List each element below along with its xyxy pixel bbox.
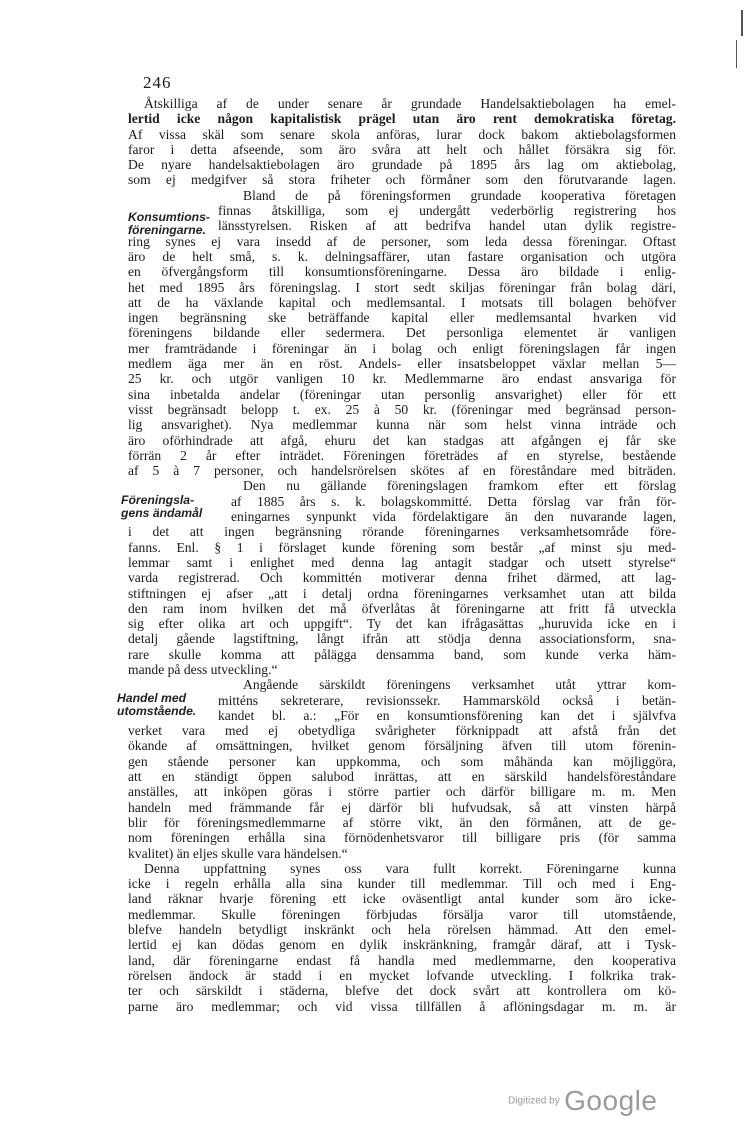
text-line: verket vara med ej obetydliga svårigheter förknippadt att afstå från det xyxy=(128,723,676,739)
watermark-prefix: Digitized by xyxy=(508,1095,560,1107)
text-line: parne äro medlemmar; och vid vissa tillfällen å aflöningsdagar m. m. är xyxy=(128,998,676,1014)
text-line: ökande af omsättningen, hvilket genom försäljning äfven till utom förenin- xyxy=(128,738,676,754)
text-line: blefve handeln betydligt inskränkt och hela rörelsen hämmad. Att den emel- xyxy=(128,922,676,938)
text-line: handeln med främmande får ej därför bli hufvudsak, så att vinsten härpå xyxy=(128,799,676,815)
text-line: Af vissa skäl som senare skola anföras, lurar dock bakom aktiebolagsformen xyxy=(128,126,676,142)
text-line: rörelsen ändock är stadd i en mycket lofvande utveckling. I folkrika trak- xyxy=(128,967,676,983)
scan-edge-mark xyxy=(736,40,737,68)
text-line: sina inbetalda andelar (föreningar utan personlig ansvarighet) eller för ett xyxy=(128,386,676,402)
text-line: Den nu gällande föreningslagen framkom efter ett förslag xyxy=(243,478,676,494)
text-line: Åtskilliga af de under senare år grundade Handelsaktiebolagen ha emel- xyxy=(144,96,676,111)
text-line: medlem äga mer än en röst. Andels- eller insatsbeloppet växlar mellan 5— xyxy=(128,356,676,372)
text-line: varda registrerad. Och kommittén motiverar denna frihet därmed, att lag- xyxy=(128,570,676,586)
text-line: icke i regeln erhålla alla sina kunder till medlemmar. Till och med i Eng- xyxy=(128,876,676,892)
margin-note-text: Föreningsla- gens ändamål xyxy=(121,493,203,520)
text-line: anställes, att inköpen göras i större partier och därför billigare m. m. Men xyxy=(128,784,676,800)
text-line: i det att ingen begränsning rörande föreningarnes verksamhetsområde före- xyxy=(128,524,676,540)
text-line: af 5 à 7 personer, och handelsrörelsen skötes af en föreståndare med biträden. xyxy=(128,463,676,479)
text-line: lertid icke någon kapitalistisk prägel utan äro rent demokratiska företag. xyxy=(128,111,676,127)
digitized-by-google-watermark xyxy=(508,1085,657,1117)
text-line: gen stående personer kan uppkomma, och som måhända kan möjliggöra, xyxy=(128,753,676,769)
text-line: ring synes ej vara insedd af de personer, som leda dessa föreningar. Oftast xyxy=(128,233,676,249)
text-line: ingen begränsning ske beträffande kapital eller medlemsantal hvarken vid xyxy=(128,310,676,326)
text-line: faror i detta afseende, som äro svåra att helt och hållet försäkra sig för. xyxy=(128,141,676,157)
text-line: De nyare handelsaktiebolagen äro grundade på 1895 års lag om aktiebolag, xyxy=(128,157,676,173)
text-line: föreningens bildande eller sedermera. Det personliga elementet är vanligen xyxy=(128,325,676,341)
text-line: blir för föreningsmedlemmarne af större vikt, än den förmånen, att de ge- xyxy=(128,814,676,830)
margin-note-text: Konsumtions- föreningarne. xyxy=(128,210,210,237)
text-line: land räknar hvarje förening ett icke oväsentligt antal kunder som äro icke- xyxy=(128,891,676,907)
text-line: äro de helt små, s. k. delningsaffärer, utan fastare organisation och utgöra xyxy=(128,248,676,264)
text-line: het med 1895 års föreningslag. I stort sedt skiljas föreningar från bolag däri, xyxy=(128,279,676,295)
text-line: af 1885 års s. k. bolagskommitté. Detta förslag var från för- xyxy=(231,493,676,509)
text-line: nom föreningen erhålla sina förnödenhetsvaror till billigare pris (för samma xyxy=(128,830,676,846)
text-line: finnas åtskilliga, som ej undergått vederbörlig registrering hos xyxy=(218,203,676,219)
text-line: en öfvergångsform till konsumtionsföreningarne. Dessa äro bildade i enlig- xyxy=(128,264,676,280)
text-line: Angående särskildt föreningens verksamhet utåt yttrar kom- xyxy=(243,677,676,693)
text-line: lertid ej kan dödas genom en dylik inskränkning, framgår däraf, att i Tysk- xyxy=(128,937,676,953)
text-line: Bland de på föreningsformen grundade kooperativa företagen xyxy=(243,187,676,203)
text-line: 25 kr. och utgör vanligen 10 kr. Medlemmarne äro endast ansvariga för xyxy=(128,371,676,387)
text-line: kvalitet) än eljes skulle vara händelsen.“ xyxy=(128,845,348,861)
text-line: Denna uppfattning synes oss vara fullt korrekt. Föreningarne kunna xyxy=(144,860,676,876)
text-line: mande på dess utveckling.“ xyxy=(128,661,278,677)
page-number: 246 xyxy=(143,73,172,92)
text-line: lig ansvarighet). Nya medlemmar kunna när som helst vinna inträde och xyxy=(128,417,676,433)
text-line: länsstyrelsen. Risken af att bedrifva handel utan dylik registre- xyxy=(218,218,676,234)
text-line: mitténs sekreterare, revisionssekr. Hammarsköld också i betän- xyxy=(218,692,676,708)
text-line: rare skulle komma att pålägga densamma band, som kunde verka häm- xyxy=(128,646,676,662)
text-line: sig efter olika art och uppgift“. Ty det kan ifrågasättas „huruvida icke en i xyxy=(128,616,676,632)
body-text xyxy=(128,96,676,1014)
text-line: förrän 2 år efter inträdet. Föreningen företrädes af en styrelse, bestående xyxy=(128,447,676,463)
text-line: mer framträdande i föreningar än i bolag och enligt föreningslagen får ingen xyxy=(128,340,676,356)
scan-edge-mark xyxy=(741,10,743,36)
text-line: som ej medgifver så stora friheter och förmåner som den förutvarande lagen. xyxy=(128,172,676,188)
text-line: fanns. Enl. § 1 i förslaget kunde förening som består „af minst sju med- xyxy=(128,539,676,555)
text-line: eningarnes synpunkt vida fördelaktigare än den nuvarande lagen, xyxy=(231,509,676,525)
text-line: kandet bl. a.: „För en konsumtionsförening kan det i självfva xyxy=(218,707,676,723)
text-line: den ram inom hvilken det må öfverlåtas åt föreningarne att fritt få utveckla xyxy=(128,600,676,616)
text-line: detalj gående lagstiftning, långt ifrån att stödja denna associationsform, sna- xyxy=(128,631,676,647)
margin-note-text: Handel med utomstående. xyxy=(117,691,197,718)
text-line: att en ständigt öppen salubod inrättas, att en särskild handelsföreståndare xyxy=(128,769,676,785)
text-line: medlemmar. Skulle föreningen förbjudas försälja varor till utomstående, xyxy=(128,906,676,922)
text-line: ter och särskildt i städerna, blefve det dock svårt att kontrollera om kö- xyxy=(128,983,676,999)
text-line: lemmar samt i enlighet med denna lag antagit stadgar och utsett styrelse“ xyxy=(128,554,676,570)
text-line: att de ha växlande kapital och medlemsantal. I motsats till bolagen behöfver xyxy=(128,294,676,310)
google-logo: Google xyxy=(564,1085,658,1116)
text-line: äro oförhindrade att afgå, ehuru det kan stadgas att afgången ej får ske xyxy=(128,432,676,448)
text-line: land, där föreningarne endast få handla med medlemmarne, den kooperativa xyxy=(128,952,676,968)
text-line: stiftningen ej afser „att i detalj ordna föreningarnes verksamhet utan att bilda xyxy=(128,585,676,601)
text-line: visst begränsadt belopp t. ex. 25 à 50 kr. (föreningar med begränsad person- xyxy=(128,401,676,417)
